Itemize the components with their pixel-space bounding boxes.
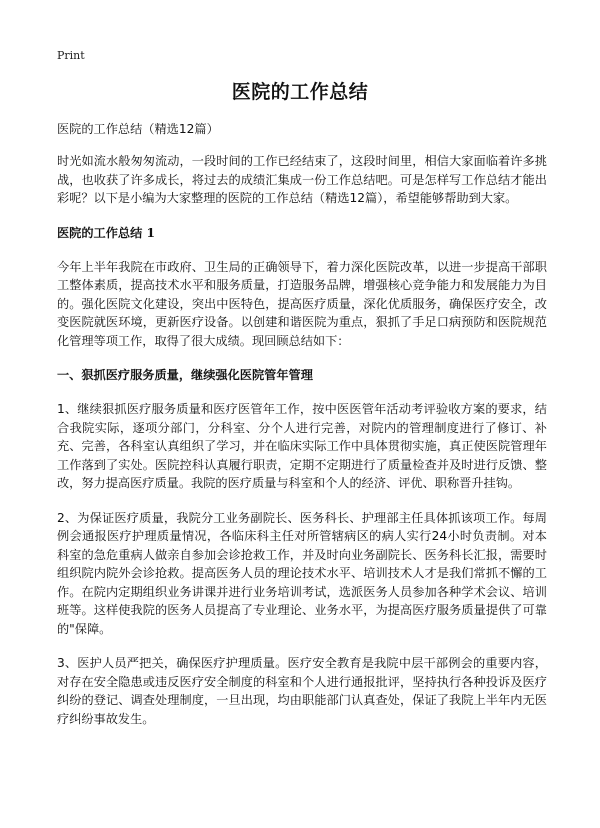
quality-paragraph-3: 3、医护人员严把关，确保医疗护理质量。医疗安全教育是我院中层干部例会的重要内容，对存在安全隐患或违反医疗安全制度的科室和个人进行通报批评，坚持执行各种投诉及医疗纠纷的登记、调查处理制度，一旦出现，均由职能部门认真查处，保证了我院上半年内无医疗纠纷事故发生。 xyxy=(57,656,547,726)
document-subtitle: 医院的工作总结（精选12篇） xyxy=(57,122,219,136)
section-heading-summary-1: 医院的工作总结 1 xyxy=(57,225,156,240)
print-link[interactable]: Print xyxy=(57,49,85,62)
quality-paragraph-2: 2、为保证医疗质量，我院分工业务副院长、医务科长、护理部主任具体抓该项工作。每周例会通报医疗护理质量情况，各临床科主任对所管辖病区的病人实行24小时负责制。对本科室的急危重病人做亲自参加会诊抢救工作，并及时向业务副院长、医务科长汇报，需要时组织院内院外会诊抢救。提高医务人员的理论技术水平、培训技术人才是我们常抓不懈的工作。在院内定期组织业务讲课并进行业务培训考试，选派医务人员参加各种学术会议、培训班等。这样使我院的医务人员提高了专业理论、业务水平，为提高医疗服务质量提供了可靠的"保障。 xyxy=(57,510,547,636)
section-heading-medical-quality: 一、狠抓医疗服务质量，继续强化医院管年管理 xyxy=(57,368,313,382)
quality-paragraph-1: 1、继续狠抓医疗服务质量和医疗医管年工作，按中医医管年活动考评验收方案的要求，结合我院实际，逐项分部门，分科室、分个人进行完善，对院内的管理制度进行了修订、补充、完善，各科室认真组织了学习，并在临床实际工作中具体贯彻实施，真正使医院管理年工作落到了实处。医院控科认真履行职责，定期不定期进行了质量检查并及时进行反馈、整改，努力提高医疗质量。我院的医疗质量与科室和个人的经济、评优、职称晋升挂钩。 xyxy=(57,402,547,490)
intro-paragraph: 时光如流水般匆匆流动，一段时间的工作已经结束了，这段时间里，相信大家面临着许多挑战，也收获了许多成长，将过去的成绩汇集成一份工作总结吧。可是怎样写工作总结才能出彩呢？以下是小编为大家整理的医院的工作总结（精选12篇），希望能够帮助到大家。 xyxy=(57,154,547,205)
document-body xyxy=(57,120,547,744)
summary-1-paragraph: 今年上半年我院在市政府、卫生局的正确领导下，着力深化医院改革，以进一步提高干部职工整体素质，提高技术水平和服务质量，打造服务品牌，增强核心竞争能力和发展能力为目的。强化医院文化建设，突出中医特色，提高医疗质量，深化优质服务，确保医疗安全，改变医院就医环境，更新医疗设备。以创建和谐医院为重点，狠抓了手足口病预防和医院规范化管理等项工作，取得了很大成绩。现回顾总结如下： xyxy=(57,259,547,348)
page-title: 医院的工作总结 xyxy=(231,81,369,103)
